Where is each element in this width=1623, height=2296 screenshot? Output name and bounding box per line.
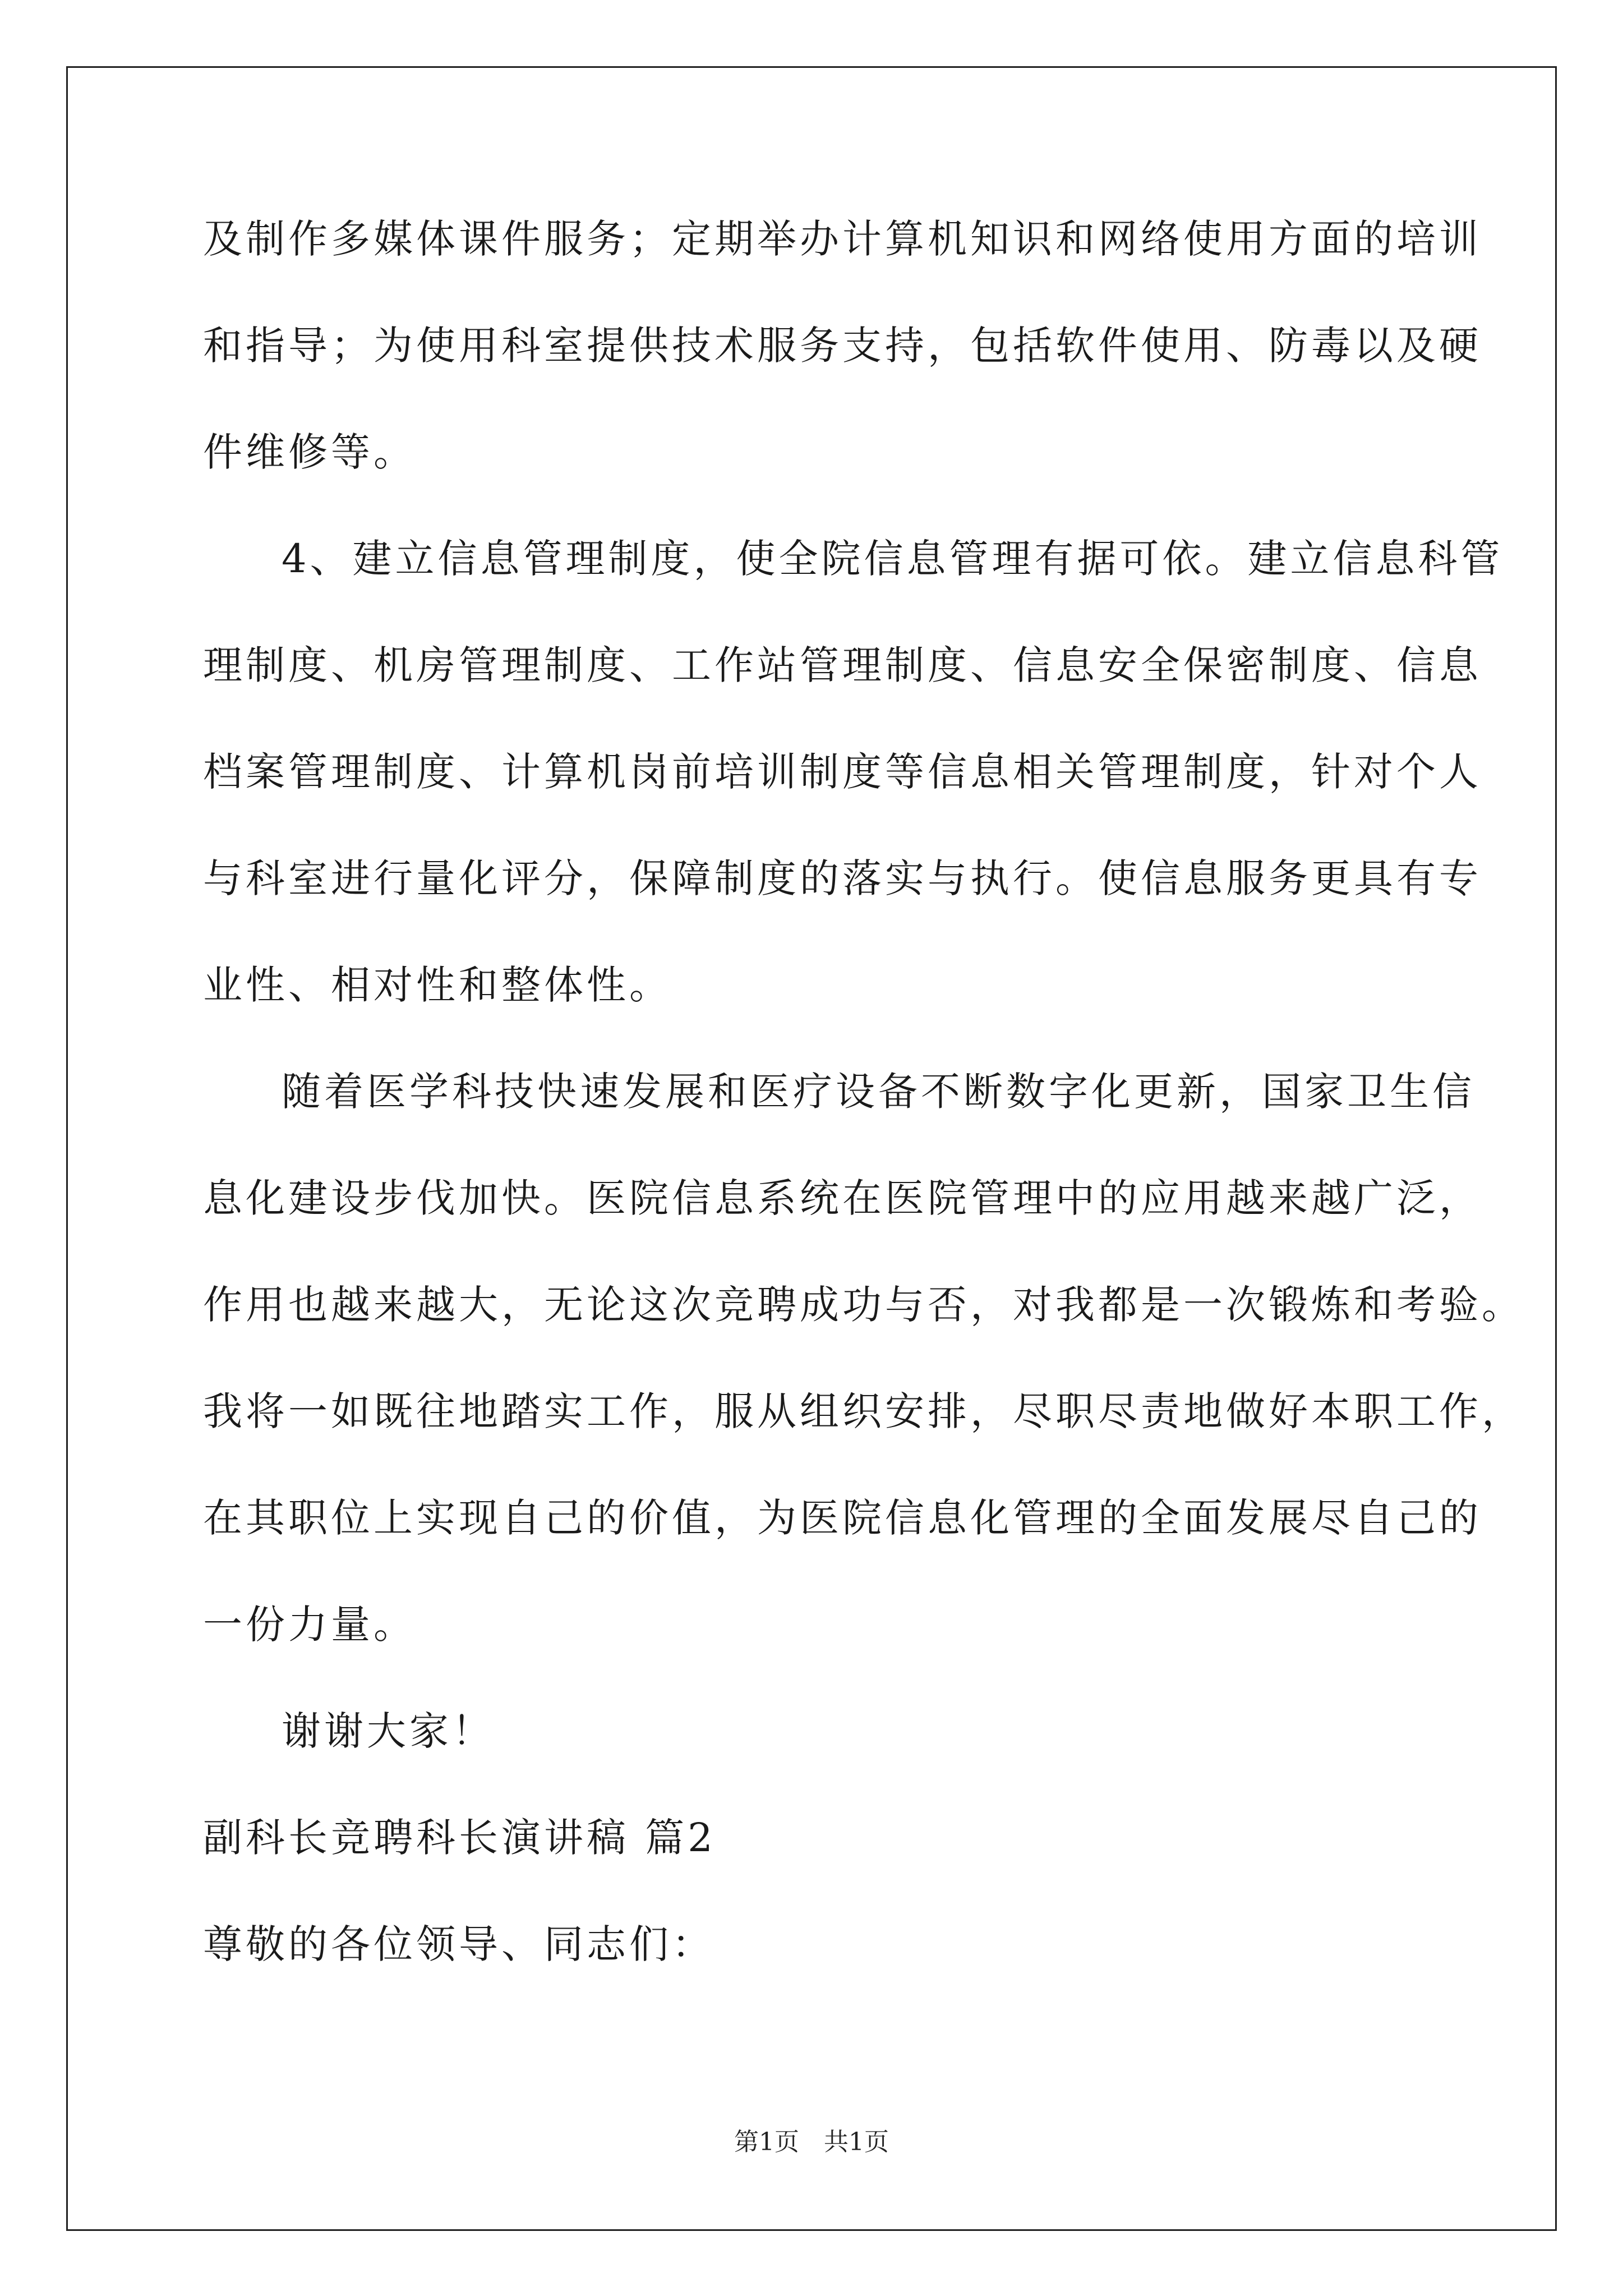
text-line: 业性、相对性和整体性。 xyxy=(203,962,672,1008)
page-border xyxy=(66,66,1557,2231)
closing-thanks: 谢谢大家！ xyxy=(282,1708,495,1754)
page-number-footer: 第1页 共1页 xyxy=(734,2128,889,2156)
section-heading: 副科长竞聘科长演讲稿 篇2 xyxy=(203,1815,716,1861)
text-line: 作用也越来越大，无论这次竞聘成功与否，对我都是一次锻炼和考验。 xyxy=(203,1282,1524,1328)
text-line: 件维修等。 xyxy=(203,429,416,475)
text-line: 一份力量。 xyxy=(203,1602,416,1648)
text-line: 及制作多媒体课件服务；定期举办计算机知识和网络使用方面的培训 xyxy=(203,216,1482,262)
text-line: 与科室进行量化评分，保障制度的落实与执行。使信息服务更具有专 xyxy=(203,855,1482,901)
text-line: 理制度、机房管理制度、工作站管理制度、信息安全保密制度、信息 xyxy=(203,642,1482,688)
paragraph-start-line: 4、建立信息管理制度，使全院信息管理有据可依。建立信息科管 xyxy=(282,536,1504,582)
salutation: 尊敬的各位领导、同志们： xyxy=(203,1921,714,1967)
text-line: 我将一如既往地踏实工作，服从组织安排，尽职尽责地做好本职工作， xyxy=(203,1388,1524,1434)
text-line: 和指导；为使用科室提供技术服务支持，包括软件使用、防毒以及硬 xyxy=(203,323,1482,369)
paragraph-start-line: 随着医学科技快速发展和医疗设备不断数字化更新，国家卫生信 xyxy=(282,1069,1475,1115)
text-line: 档案管理制度、计算机岗前培训制度等信息相关管理制度，针对个人 xyxy=(203,749,1482,795)
text-line: 在其职位上实现自己的价值，为医院信息化管理的全面发展尽自己的 xyxy=(203,1495,1482,1541)
text-line: 息化建设步伐加快。医院信息系统在医院管理中的应用越来越广泛， xyxy=(203,1175,1482,1221)
